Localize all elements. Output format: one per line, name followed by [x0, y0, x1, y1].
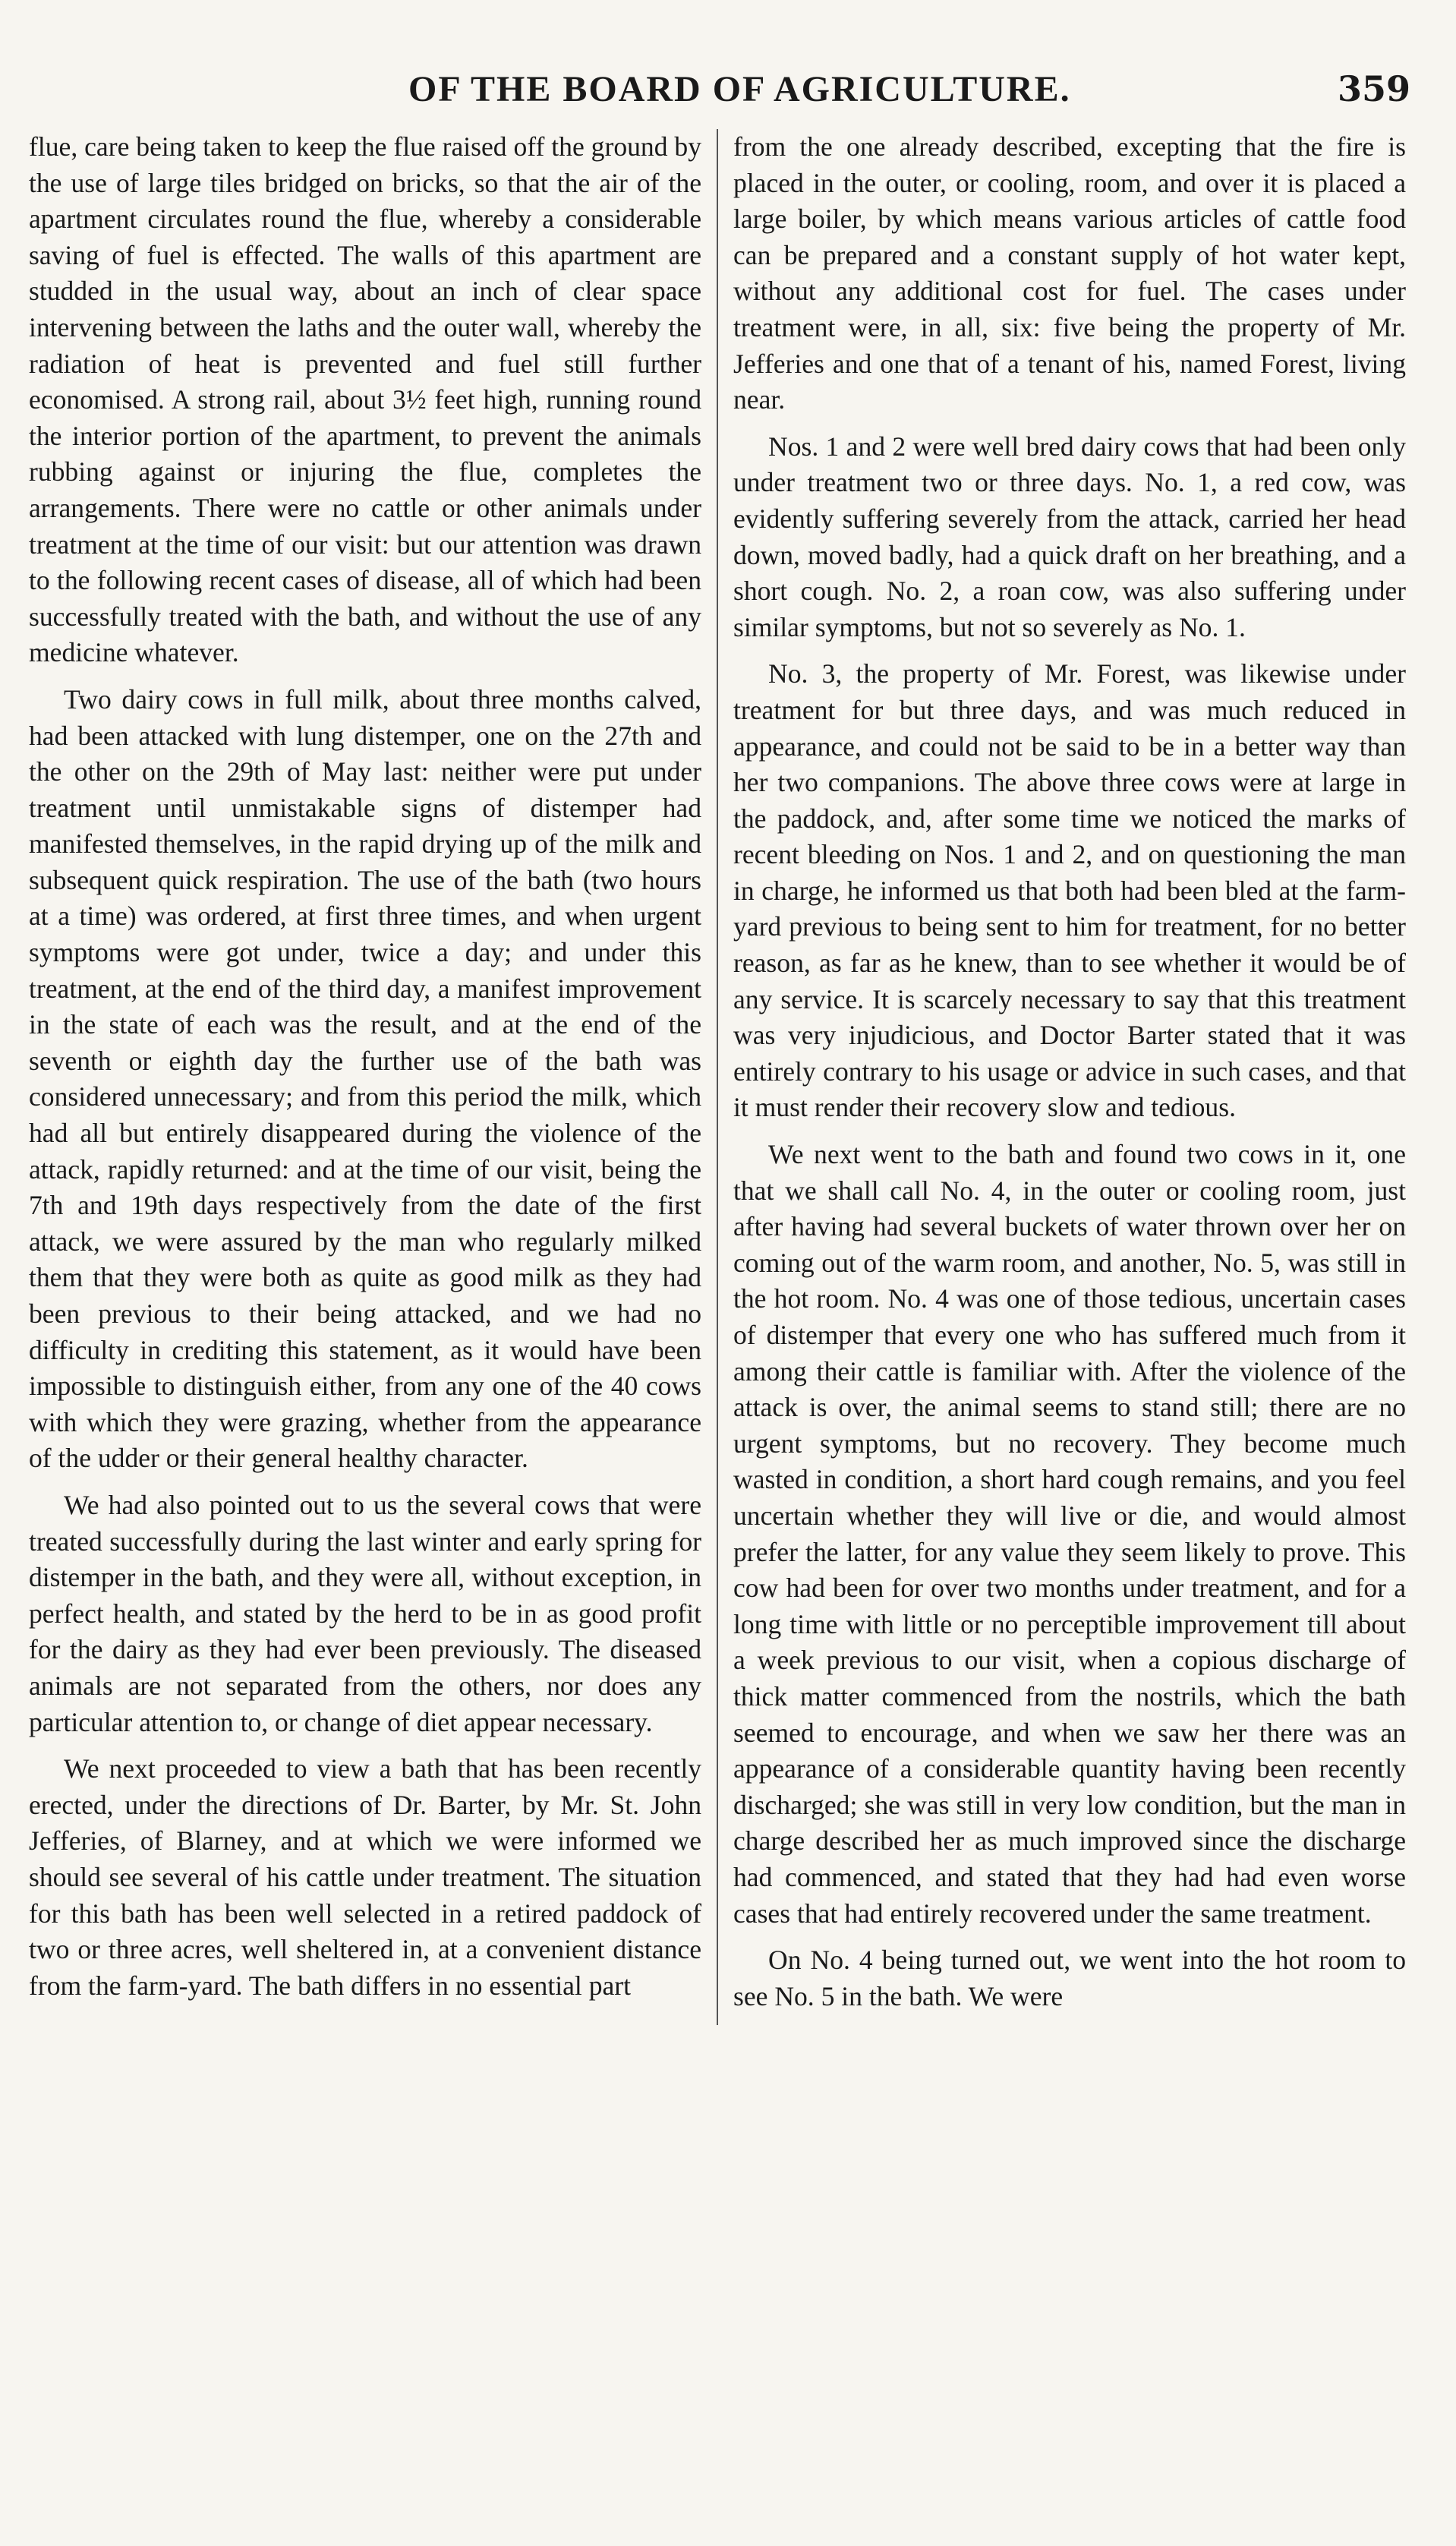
page-number: 359 [1337, 68, 1410, 109]
paragraph: from the one already described, excepting that the fire is placed in the outer, or cooling, room, and over it is placed a large boiler, by which means various articles of cattle food can be prepared and a constant supply of hot water kept, without any additional cost for fuel. The cases under treatment were, in all, six: five being the property of Mr. Jefferies and one that of a tenant of his, named Forest, living near. [733, 131, 1406, 415]
right-column [720, 129, 1406, 2025]
left-column [29, 129, 715, 2025]
paragraph: We had also pointed out to us the several cows that were treated successfully during the last winter and early spring for distemper in the bath, and they were all, without exception, in perfect health, and stated by the herd to be in as good profit for the dairy as they had ever been previously. The diseased animals are not separated from the others, nor does any particular attention to, or change of diet appear necessary. [29, 1489, 701, 1737]
paragraph: Nos. 1 and 2 were well bred dairy cows that had been only under treatment two or three days. No. 1, a red cow, was evidently suffering severely from the attack, carried her head down, moved badly, had a quick draft on her breathing, and a short cough. No. 2, a roan cow, was also suffering under similar symptoms, but not so severely as No. 1. [733, 431, 1406, 642]
paragraph: flue, care being taken to keep the flue raised off the ground by the use of large tiles bridged on bricks, so that the air of the apartment circulates round the flue, whereby a considerable saving of fuel is effected. The walls of this apartment are studded in the usual way, about an inch of clear space intervening between the laths and the outer wall, whereby the radiation of heat is prevented and fuel still further economised. A strong rail, about 3½ feet high, running round the interior portion of the apartment, to prevent the animals rubbing against or injuring the flue, completes the arrangements. There were no cattle or other animals under treatment at the time of our visit: but our attention was drawn to the following recent cases of disease, all of which had been successfully treated with the bath, and without the use of any medicine whatever. [29, 131, 701, 668]
page-header [29, 53, 1429, 114]
paragraph: No. 3, the property of Mr. Forest, was likewise under treatment for but three days, and was much reduced in appearance, and could not be said to be in a better way than her two companions. The above three cows were at large in the paddock, and, after some time we noticed the marks of recent bleeding on Nos. 1 and 2, and on questioning the man in charge, he informed us that both had been bled at the farm-yard previous to being sent to him for treatment, for no better reason, as far as he knew, than to see whether it would be of any service. It is scarcely necessary to say that this treatment was very injudicious, and Doctor Barter stated that it was entirely contrary to his usage or advice in such cases, and that it must render their recovery slow and tedious. [733, 658, 1406, 1123]
paragraph: We next proceeded to view a bath that has been recently erected, under the directions of Dr. Barter, by Mr. St. John Jefferies, of Blarney, and at which we were informed we should see several of his cattle under treatment. The situation for this bath has been well selected in a retired paddock of two or three acres, well sheltered in, at a convenient distance from the farm-yard. The bath differs in no essential part [29, 1753, 701, 2001]
text-columns [29, 129, 1429, 2025]
running-title: OF THE BOARD OF AGRICULTURE. [408, 69, 1071, 109]
column-divider [717, 129, 718, 2025]
paragraph: Two dairy cows in full milk, about three months calved, had been attacked with lung distemper, one on the 27th and the other on the 29th of May last: neither were put under treatment until unmistakable signs of distemper had manifested themselves, in the rapid drying up of the milk and subsequent quick respiration. The use of the bath (two hours at a time) was ordered, at first three times, and when urgent symptoms were got under, twice a day; and under this treatment, at the end of the third day, a manifest improvement in the state of each was the result, and at the end of the seventh or eighth day the further use of the bath was considered unnecessary; and from this period the milk, which had all but entirely disappeared during the violence of the attack, rapidly returned: and at the time of our visit, being the 7th and 19th days respectively from the date of the first attack, we were assured by the man who regularly milked them that they were both as quite as good milk as they had been previous to their being attacked, and we had no difficulty in crediting this statement, as it would have been impossible to distinguish either, from any one of the 40 cows with which they were grazing, whether from the appearance of the udder or their general healthy character. [29, 683, 701, 1474]
paragraph: On No. 4 being turned out, we went into the hot room to see No. 5 in the bath. We were [733, 1945, 1406, 2011]
paragraph: We next went to the bath and found two cows in it, one that we shall call No. 4, in the outer or cooling room, just after having had several buckets of water thrown over her on coming out of the warm room, and another, No. 5, was still in the hot room. No. 4 was one of those tedious, uncertain cases of distemper that every one who has suffered much from it among their cattle is familiar with. After the violence of the attack is over, the animal seems to stand still; there are no urgent symptoms, but no recovery. They become much wasted in condition, a short hard cough remains, and you feel uncertain whether they will live or die, and would almost prefer the latter, for any value they seem likely to prove. This cow had been for over two months under treatment, and for a long time with little or no perceptible improvement till about a week previous to our visit, when a copious discharge of thick matter commenced from the nostrils, which the bath seemed to encourage, and when we saw her there was an appearance of a considerable quantity having been recently discharged; she was still in very low condition, but the man in charge described her as much improved since the discharge had commenced, and stated that they had had even worse cases that had entirely recovered under the same treatment. [733, 1139, 1406, 1929]
